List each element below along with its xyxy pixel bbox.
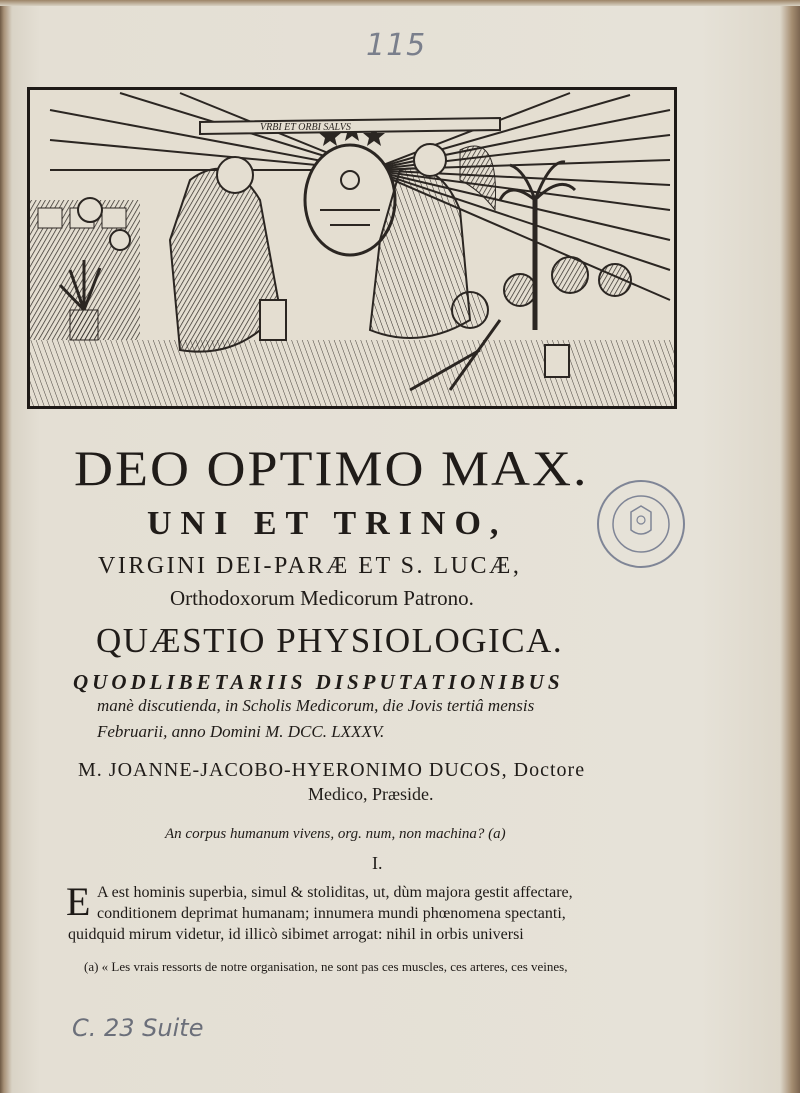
potted-plant [70, 310, 98, 340]
body-line-2: conditionem deprimat humanam; innumera mundi phœnomena spectanti, [97, 905, 566, 922]
dedication-line-2: UNI ET TRINO, [147, 505, 508, 542]
folio-number: 115 [366, 28, 427, 63]
cherub [599, 264, 631, 296]
footnote: (a) « Les vrais ressorts de notre organisation, ne sont pas ces muscles, ces arteres, ces veines, [84, 959, 568, 974]
quaestio-heading: QUÆSTIO PHYSIOLOGICA. [96, 621, 564, 660]
disputation-date: Februarii, anno Domini M. DCC. LXXXV. [97, 722, 385, 741]
woodcut-engraving [30, 90, 674, 406]
praeses-name: M. JOANNE-JACOBO-HYERONIMO DUCOS, Doctore [78, 759, 586, 781]
dedication-title: DEO OPTIMO MAX. [74, 440, 589, 497]
shield-icon [631, 506, 651, 534]
drop-capital: E [66, 879, 91, 924]
page-edge [0, 0, 800, 6]
handwritten-shelfmark: C. 23 Suite [72, 1014, 204, 1042]
banner-text: VRBI ET ORBI SALVS [260, 122, 351, 133]
library-stamp-seal [595, 478, 687, 570]
question-text: An corpus humanum vivens, org. num, non machina? (a) [165, 826, 506, 842]
woodcut-illustration [27, 87, 677, 409]
body-line-3: quidquid mirum videtur, id illicò sibimet arrogat: nihil in orbis universi [68, 926, 524, 943]
dedication-line-4: Orthodoxorum Medicorum Patrono. [170, 586, 474, 610]
dedication-line-3: VIRGINI DEI-PARÆ ET S. LUCÆ, [98, 553, 522, 579]
disputation-heading: QUODLIBETARIIS DISPUTATIONIBUS [73, 670, 564, 694]
flask [78, 198, 102, 222]
globe [452, 292, 488, 328]
section-number: I. [372, 853, 383, 873]
body-line-1: A est hominis superbia, simul & stoliditas, ut, dùm majora gestit affectare, [97, 884, 573, 901]
disputation-details: manè discutienda, in Scholis Medicorum, die Jovis tertiâ mensis [97, 696, 535, 715]
praeses-title: Medico, Præside. [308, 784, 434, 804]
book [260, 300, 286, 340]
ground [30, 340, 674, 406]
cherub [552, 257, 588, 293]
cherub [504, 274, 536, 306]
library-stamp [595, 478, 687, 570]
